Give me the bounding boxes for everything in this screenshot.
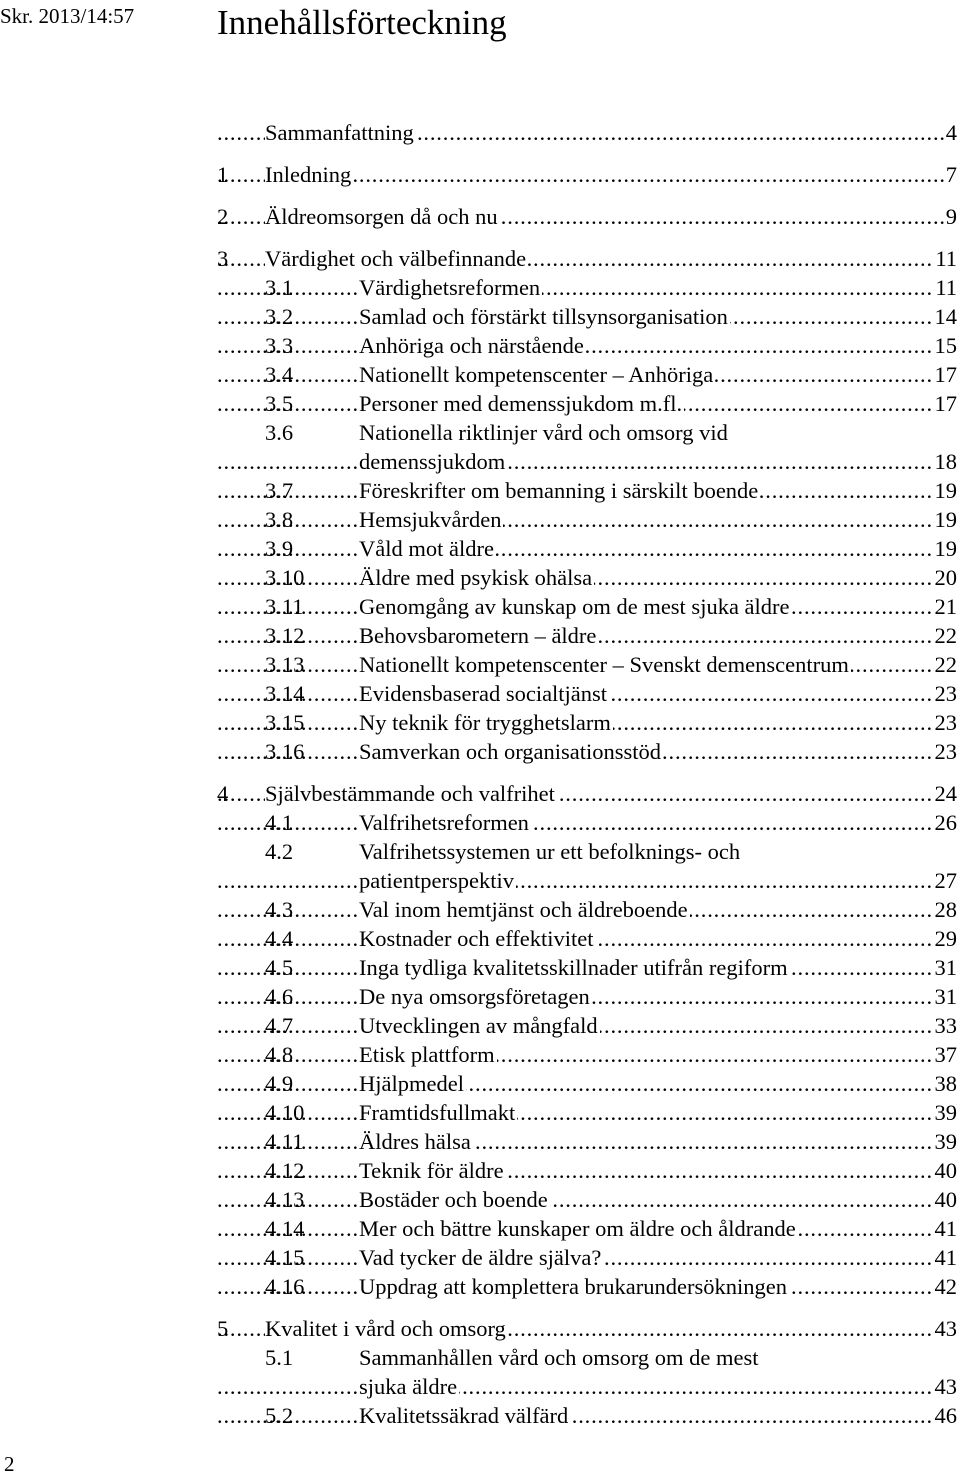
- toc-entry-title-text: Valfrihetsreformen: [359, 810, 529, 835]
- toc-entry[interactable]: [217, 1040, 957, 1069]
- toc-entry-number: 4.11: [265, 1129, 304, 1154]
- toc-entry-title-text: sjuka äldre: [359, 1374, 458, 1399]
- toc-entry-number: 4.9: [265, 1071, 294, 1096]
- toc-entry-title: [217, 1243, 957, 1272]
- toc-entry-title: [217, 1069, 957, 1098]
- toc-entry-title-text: Hjälpmedel: [359, 1071, 464, 1096]
- toc-entry-number: 3.1: [265, 275, 294, 300]
- toc-entry[interactable]: [217, 244, 957, 273]
- toc-entry-title: [217, 202, 957, 231]
- toc-entry-page: 14: [934, 304, 957, 329]
- toc-entry-title: [217, 708, 957, 737]
- toc-entry-title: [217, 244, 957, 273]
- toc-entry[interactable]: [217, 924, 957, 953]
- toc-entry[interactable]: [217, 1401, 957, 1430]
- toc-entry-page: 39: [934, 1129, 957, 1154]
- toc-entry-page: 41: [934, 1245, 957, 1270]
- toc-entry-title: [217, 302, 957, 331]
- toc-entry-number: 1: [217, 162, 229, 187]
- toc-entry-number: 3.12: [265, 623, 305, 648]
- toc-entry-page: 18: [934, 449, 957, 474]
- toc-entry[interactable]: [217, 1185, 957, 1214]
- toc-entry-number: 4.12: [265, 1158, 305, 1183]
- toc-entry[interactable]: [217, 534, 957, 563]
- toc-entry-page: 26: [934, 810, 957, 835]
- toc-entry-number: 4.16: [265, 1274, 305, 1299]
- toc-entry-title-text: Ny teknik för trygghetslarm: [359, 710, 611, 735]
- toc-entry[interactable]: [217, 679, 957, 708]
- toc-entry[interactable]: [217, 331, 957, 360]
- toc-entry-page: 21: [934, 594, 957, 619]
- toc-entry-title-text: Personer med demenssjukdom m.fl.: [359, 391, 683, 416]
- toc-entry-number: 4.14: [265, 1216, 305, 1241]
- toc-entry-number: 4.7: [265, 1013, 294, 1038]
- toc-entry-page: 11: [935, 275, 957, 300]
- toc-entry-page: 7: [945, 162, 957, 187]
- toc-entry-title: [217, 924, 957, 953]
- toc-entry-title: [217, 679, 957, 708]
- toc-entry[interactable]: [217, 1314, 957, 1343]
- toc-entry-number: 5: [217, 1316, 229, 1341]
- toc-entry-page: 17: [934, 362, 957, 387]
- toc-entry-number: 3.13: [265, 652, 305, 677]
- toc-entry[interactable]: [217, 982, 957, 1011]
- toc-entry-title-text: Föreskrifter om bemanning i särskilt boende: [359, 478, 759, 503]
- toc-entry-title-text: Uppdrag att komplettera brukarundersökningen: [359, 1274, 787, 1299]
- document-label: Skr. 2013/14:57: [0, 4, 135, 28]
- toc-entry-title: [217, 118, 957, 147]
- toc-entry-number: 4.10: [265, 1100, 305, 1125]
- toc-entry-page: 28: [934, 897, 957, 922]
- toc-entry-title: [217, 563, 957, 592]
- toc-entry-number: 3.6: [265, 420, 294, 445]
- toc-entry[interactable]: [217, 953, 957, 982]
- toc-entry-title: [217, 1314, 957, 1343]
- toc-entry-title-text: Inga tydliga kvalitetsskillnader utifrån regiform: [359, 955, 788, 980]
- toc-entry[interactable]: [217, 1011, 957, 1040]
- toc-entry-title-text: Kostnader och effektivitet: [359, 926, 594, 951]
- toc-entry-title: [217, 1011, 957, 1040]
- toc-entry-title-text: Teknik för äldre: [359, 1158, 504, 1183]
- toc-entry-page: 23: [934, 739, 957, 764]
- toc-entry-number: 3.3: [265, 333, 294, 358]
- toc-entry-title: [217, 866, 957, 895]
- toc-entry-title-text: Val inom hemtjänst och äldreboende: [359, 897, 688, 922]
- toc-entry[interactable]: [217, 737, 957, 766]
- toc-entry-title-text: patientperspektiv: [359, 868, 514, 893]
- toc-entry-number: 3.14: [265, 681, 305, 706]
- toc-entry[interactable]: [217, 1098, 957, 1127]
- toc-entry-title: [217, 534, 957, 563]
- toc-entry-title-text: Kvalitet i vård och omsorg: [265, 1316, 506, 1341]
- toc-entry-number: 4.1: [265, 810, 294, 835]
- toc-entry[interactable]: [217, 118, 957, 147]
- toc-entry-title: [217, 895, 957, 924]
- toc-entry-number: 3.16: [265, 739, 305, 764]
- toc-entry-page: 29: [934, 926, 957, 951]
- toc-entry-number: 4.13: [265, 1187, 305, 1212]
- toc-entry-title: [217, 1185, 957, 1214]
- toc-entry-title-text: Vad tycker de äldre själva?: [359, 1245, 602, 1270]
- toc-entry-title-text: Mer och bättre kunskaper om äldre och åldrande: [359, 1216, 796, 1241]
- toc-entry[interactable]: [217, 418, 957, 476]
- toc-entry-page: 43: [934, 1374, 957, 1399]
- toc-entry-title: [217, 1401, 957, 1430]
- toc-entry-title: [217, 982, 957, 1011]
- toc-entry-number: 3.8: [265, 507, 294, 532]
- toc-entry[interactable]: [217, 202, 957, 231]
- toc-entry-page: 38: [934, 1071, 957, 1096]
- toc-entry-number: 5.2: [265, 1403, 294, 1428]
- toc-entry-page: 19: [934, 507, 957, 532]
- toc-entry-page: 20: [934, 565, 957, 590]
- toc-entry-page: 41: [934, 1216, 957, 1241]
- toc-entry-title-text: Hemsjukvården: [359, 507, 502, 532]
- toc-entry-title: [217, 650, 957, 679]
- toc-entry-title: Valfrihetssystemen ur ett befolknings- och: [359, 839, 741, 864]
- toc-entry-title-text: Framtidsfullmakt: [359, 1100, 516, 1125]
- toc-entry-title-text: Äldre med psykisk ohälsa: [359, 565, 593, 590]
- table-of-contents: [217, 118, 957, 1430]
- toc-entry-page: 23: [934, 681, 957, 706]
- toc-entry-title: [217, 160, 957, 189]
- toc-entry-number: 4.15: [265, 1245, 305, 1270]
- toc-entry-page: 19: [934, 536, 957, 561]
- toc-entry-number: 3.10: [265, 565, 305, 590]
- toc-entry-title-text: Behovsbarometern – äldre: [359, 623, 597, 648]
- toc-entry-page: 23: [934, 710, 957, 735]
- toc-entry-number: 3.7: [265, 478, 294, 503]
- toc-entry[interactable]: [217, 895, 957, 924]
- toc-entry-title: [217, 808, 957, 837]
- toc-entry-page: 33: [934, 1013, 957, 1038]
- toc-entry-title-text: Etisk plattform: [359, 1042, 495, 1067]
- toc-entry[interactable]: [217, 837, 957, 895]
- toc-entry-number: 3.2: [265, 304, 294, 329]
- toc-entry[interactable]: [217, 592, 957, 621]
- toc-entry-page: 37: [934, 1042, 957, 1067]
- toc-entry[interactable]: [217, 621, 957, 650]
- toc-entry[interactable]: [217, 708, 957, 737]
- toc-entry-number: 3: [217, 246, 229, 271]
- toc-entry-page: 22: [934, 623, 957, 648]
- toc-entry[interactable]: [217, 389, 957, 418]
- toc-entry-title-text: Anhöriga och närstående: [359, 333, 584, 358]
- toc-entry-page: 27: [934, 868, 957, 893]
- toc-entry-title: Sammanhållen vård och omsorg om de mest: [359, 1345, 759, 1370]
- toc-entry-title: [217, 1214, 957, 1243]
- toc-entry[interactable]: [217, 1127, 957, 1156]
- toc-entry-title-text: Genomgång av kunskap om de mest sjuka äldre: [359, 594, 790, 619]
- toc-entry[interactable]: [217, 160, 957, 189]
- toc-entry-title-text: Nationellt kompetenscenter – Svenskt demenscentrum: [359, 652, 849, 677]
- toc-entry-title-text: Samverkan och organisationsstöd: [359, 739, 662, 764]
- toc-entry[interactable]: [217, 1243, 957, 1272]
- toc-entry[interactable]: [217, 1343, 957, 1401]
- toc-entry-page: 24: [934, 781, 957, 806]
- toc-entry-number: 3.15: [265, 710, 305, 735]
- toc-entry-title: Nationella riktlinjer vård och omsorg vid: [359, 420, 728, 445]
- toc-entry-title: [217, 1098, 957, 1127]
- toc-entry[interactable]: [217, 1156, 957, 1185]
- toc-entry-title: [217, 592, 957, 621]
- toc-entry-title-text: Kvalitetssäkrad välfärd: [359, 1403, 569, 1428]
- toc-entry[interactable]: [217, 650, 957, 679]
- toc-entry-page: 46: [934, 1403, 957, 1428]
- toc-entry-page: 40: [934, 1187, 957, 1212]
- page-title: Innehållsförteckning: [217, 3, 507, 42]
- toc-entry-title: [217, 779, 957, 808]
- toc-entry-number: 2: [217, 204, 229, 229]
- toc-entry[interactable]: [217, 360, 957, 389]
- toc-entry-number: 4.3: [265, 897, 294, 922]
- toc-entry-title: [217, 331, 957, 360]
- toc-entry-page: 39: [934, 1100, 957, 1125]
- toc-entry-title: [217, 1272, 957, 1301]
- toc-entry-page: 42: [934, 1274, 957, 1299]
- toc-entry[interactable]: [217, 1069, 957, 1098]
- toc-entry-title: [217, 447, 957, 476]
- toc-entry-title-text: Inledning: [265, 162, 352, 187]
- toc-entry-page: 31: [934, 984, 957, 1009]
- toc-entry-title: [217, 476, 957, 505]
- toc-entry-number: 5.1: [265, 1345, 294, 1370]
- toc-entry-title-text: Våld mot äldre: [359, 536, 494, 561]
- toc-entry-page: 22: [934, 652, 957, 677]
- toc-entry-title: [217, 1372, 957, 1401]
- toc-entry-title: [217, 1127, 957, 1156]
- toc-entry-title-text: Bostäder och boende: [359, 1187, 548, 1212]
- toc-entry-title-text: De nya omsorgsföretagen: [359, 984, 590, 1009]
- toc-entry-number: 4.5: [265, 955, 294, 980]
- toc-entry-number: 4: [217, 781, 229, 806]
- toc-entry-title-text: Äldreomsorgen då och nu: [265, 204, 498, 229]
- toc-entry-title-text: demenssjukdom: [359, 449, 506, 474]
- toc-entry-page: 43: [934, 1316, 957, 1341]
- toc-entry-number: 4.6: [265, 984, 294, 1009]
- toc-entry-number: 4.2: [265, 839, 294, 864]
- toc-entry-number: 3.11: [265, 594, 304, 619]
- page-number: 2: [4, 1452, 15, 1476]
- toc-entry-title: [217, 1040, 957, 1069]
- toc-entry-page: 19: [934, 478, 957, 503]
- toc-entry-page: 11: [935, 246, 957, 271]
- toc-entry-title-text: Värdighetsreformen: [359, 275, 541, 300]
- toc-entry[interactable]: [217, 302, 957, 331]
- toc-entry-title-text: Äldres hälsa: [359, 1129, 471, 1154]
- toc-entry[interactable]: [217, 808, 957, 837]
- toc-entry[interactable]: [217, 273, 957, 302]
- toc-entry[interactable]: [217, 1214, 957, 1243]
- toc-entry[interactable]: [217, 563, 957, 592]
- toc-entry-number: 3.9: [265, 536, 294, 561]
- toc-entry-number: 4.4: [265, 926, 294, 951]
- toc-entry[interactable]: [217, 779, 957, 808]
- toc-entry-page: 4: [945, 120, 957, 145]
- toc-entry-title: [217, 360, 957, 389]
- toc-entry-page: 31: [934, 955, 957, 980]
- toc-entry-title-text: Samlad och förstärkt tillsynsorganisation: [359, 304, 728, 329]
- toc-entry-title-text: Nationellt kompetenscenter – Anhöriga: [359, 362, 714, 387]
- toc-entry-page: 9: [945, 204, 957, 229]
- toc-entry-title-text: Sammanfattning: [265, 120, 414, 145]
- toc-entry-page: 40: [934, 1158, 957, 1183]
- toc-entry-title: [217, 273, 957, 302]
- toc-entry-title: [217, 737, 957, 766]
- toc-entry[interactable]: [217, 505, 957, 534]
- toc-entry-number: 3.4: [265, 362, 294, 387]
- toc-entry-title: [217, 1156, 957, 1185]
- toc-entry-title-text: Evidensbaserad socialtjänst: [359, 681, 608, 706]
- toc-entry-number: 3.5: [265, 391, 294, 416]
- toc-entry[interactable]: [217, 1272, 957, 1301]
- toc-entry-page: 15: [934, 333, 957, 358]
- toc-entry-title-text: Självbestämmande och valfrihet: [265, 781, 555, 806]
- toc-entry-title: [217, 621, 957, 650]
- toc-entry-page: 17: [934, 391, 957, 416]
- toc-entry[interactable]: [217, 476, 957, 505]
- toc-entry-title-text: Utvecklingen av mångfald: [359, 1013, 598, 1038]
- toc-entry-title: [217, 953, 957, 982]
- toc-entry-title: [217, 505, 957, 534]
- toc-entry-number: 4.8: [265, 1042, 294, 1067]
- toc-entry-title-text: Värdighet och välbefinnande: [265, 246, 527, 271]
- toc-entry-title: [217, 389, 957, 418]
